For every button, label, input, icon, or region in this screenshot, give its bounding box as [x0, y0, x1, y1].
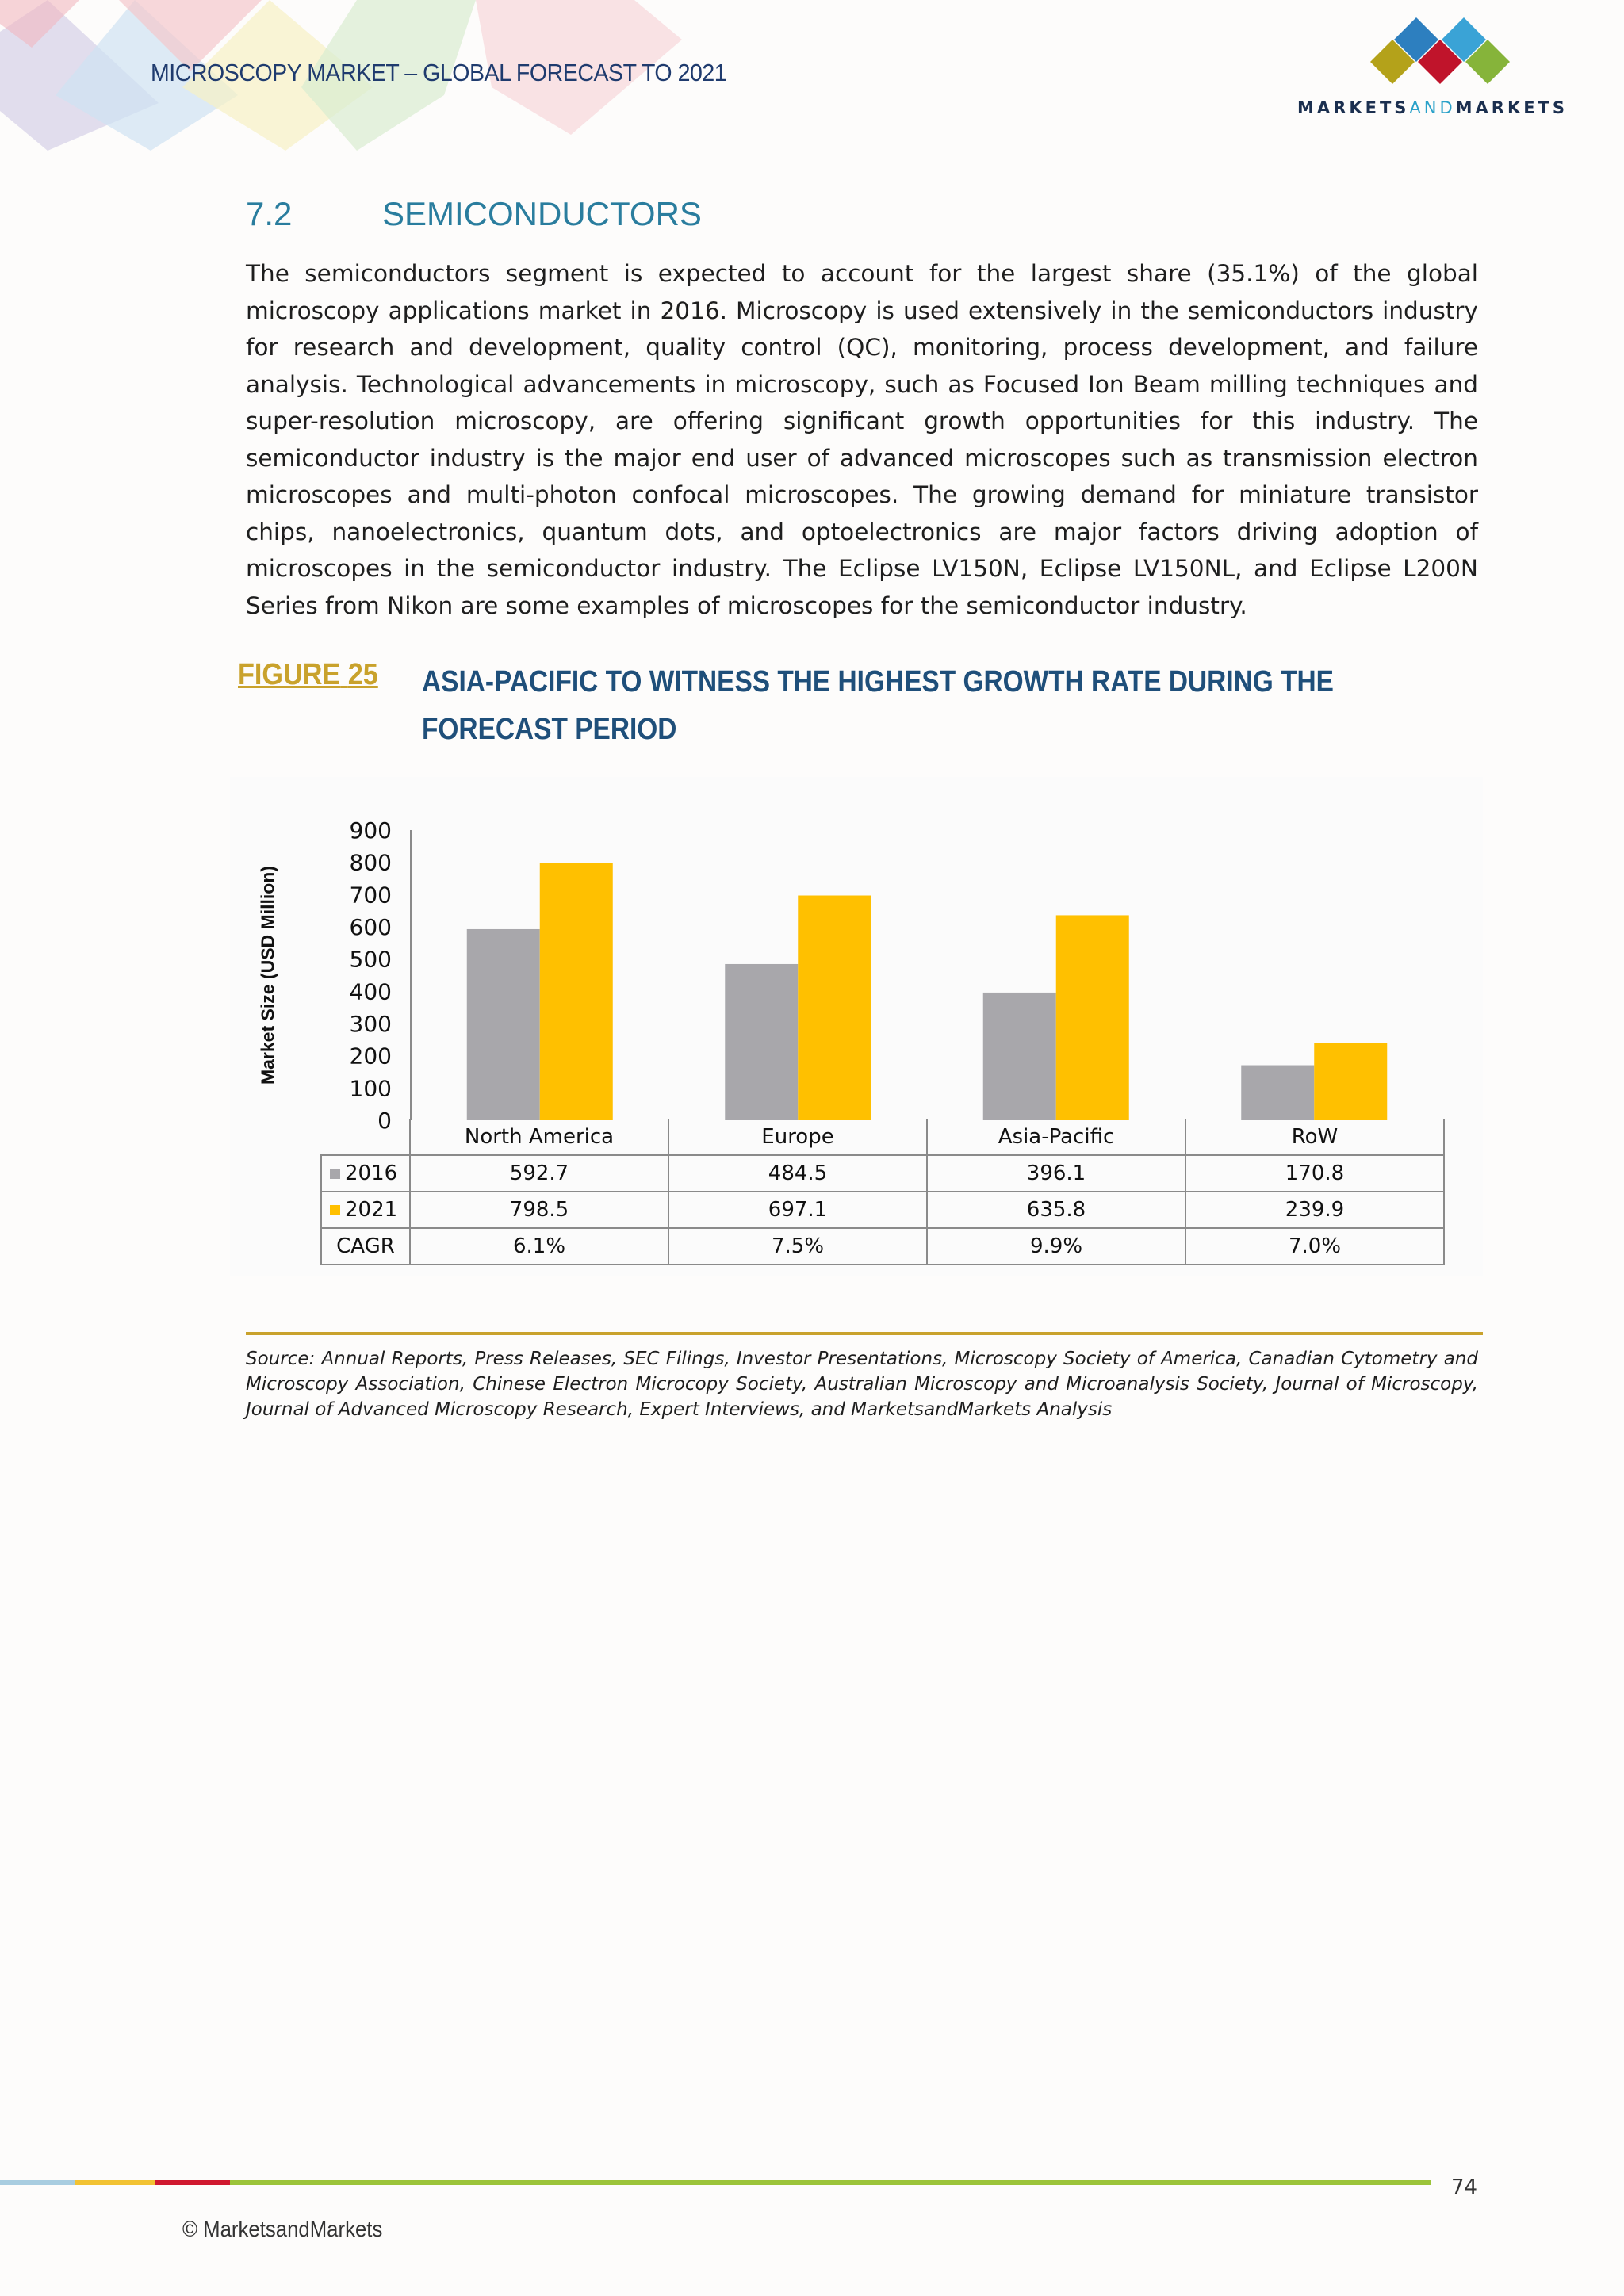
section-body: The semiconductors segment is expected to account for the largest share (35.1%) of the global microscopy applications market in 2016. Microscopy is used extensively in the semiconductors industry for research and development, quality control (QC), monitoring, process development, and failure analysis. Technological advancements in microscopy, such as Focused Ion Beam milling techniques and super-resolution microscopy, are offering significant growth opportunities for this industry. The semiconductor industry is the major end user of advanced microscopes such as transmission electron microscopes and multi-photon confocal microscopes. The growing demand for miniature transistor chips, nanoelectronics, quantum dots, and optoelectronics are major factors driving adoption of microscopes in the semiconductor industry. The Eclipse LV150N, Eclipse LV150NL, and Eclipse L200N Series from Nikon are some examples of microscopes for the semiconductor industry. — [246, 260, 1478, 619]
page-number: 74 — [1451, 2175, 1478, 2199]
bar-2016 — [1241, 1066, 1314, 1120]
y-tick-label: 600 — [349, 914, 392, 940]
y-tick-label: 500 — [349, 946, 392, 973]
y-tick-label: 200 — [349, 1043, 392, 1070]
header-title: MICROSCOPY MARKET – GLOBAL FORECAST TO 2021 — [151, 59, 727, 86]
copyright: © MarketsandMarkets — [182, 2217, 383, 2241]
data-label: 170.8 — [1185, 1155, 1444, 1192]
category-label: Asia-Pacific — [927, 1119, 1185, 1155]
data-label: 396.1 — [927, 1155, 1185, 1192]
footer-line — [0, 2180, 1443, 2187]
category-label: North America — [410, 1119, 668, 1155]
y-tick-label: 400 — [349, 978, 392, 1005]
figure-title: ASIA-PACIFIC TO WITNESS THE HIGHEST GROWTH RATE DURING THE FORECAST PERIOD — [422, 665, 1334, 746]
category-row — [321, 1119, 1444, 1155]
series-row-2021 — [321, 1192, 1444, 1228]
y-tick-label: 800 — [349, 849, 392, 876]
data-label: 592.7 — [410, 1155, 668, 1192]
source-divider — [246, 1332, 1483, 1335]
data-label: 484.5 — [668, 1155, 927, 1192]
data-label: 635.8 — [927, 1192, 1185, 1228]
series-row-2016 — [321, 1155, 1444, 1192]
legend-swatch — [330, 1169, 340, 1179]
bar-2021 — [1056, 915, 1129, 1120]
logo-wordmark: MARKETSANDMARKETS — [1297, 98, 1568, 117]
bar-2021 — [1314, 1043, 1387, 1120]
y-tick-label: 900 — [349, 817, 392, 844]
cagr-value: 7.5% — [668, 1228, 927, 1265]
bar-2016 — [467, 929, 540, 1120]
cagr-value: 7.0% — [1185, 1228, 1444, 1265]
section-number: 7.2 — [246, 195, 293, 232]
y-tick-label: 300 — [349, 1011, 392, 1037]
figure-label: FIGURE 25 — [238, 658, 378, 691]
category-label: RoW — [1185, 1119, 1444, 1155]
legend-entry-2016: 2016 — [321, 1155, 410, 1192]
bar-2021 — [798, 896, 871, 1120]
data-label: 239.9 — [1185, 1192, 1444, 1228]
bar-2021 — [540, 863, 613, 1120]
section-title: SEMICONDUCTORS — [382, 195, 702, 232]
legend-swatch — [330, 1205, 340, 1215]
source-note: Source: Annual Reports, Press Releases, SEC Filings, Investor Presentations, Microscopy Society of America, Canadian Cytometry and Microscopy Association, Chinese Electron Microcopy Society, Australian Microscopy and Microanalysis Society, Journal of Microscopy, Journal of Advanced Microscopy Research, Expert Interviews, and MarketsandMarkets Analysis — [246, 1349, 1478, 1420]
data-label: 697.1 — [668, 1192, 927, 1228]
y-axis-label: Market Size (USD Million) — [257, 865, 278, 1085]
category-label: Europe — [668, 1119, 927, 1155]
y-tick-label: 100 — [349, 1075, 392, 1102]
cagr-label: CAGR — [321, 1228, 410, 1265]
legend-entry-2021: 2021 — [321, 1192, 410, 1228]
blank-cell — [321, 1119, 410, 1155]
data-table — [320, 1119, 1445, 1265]
y-tick-label: 0 — [377, 1108, 392, 1134]
y-tick-label: 700 — [349, 882, 392, 909]
data-label: 798.5 — [410, 1192, 668, 1228]
cagr-value: 9.9% — [927, 1228, 1185, 1265]
cagr-value: 6.1% — [410, 1228, 668, 1265]
bar-2016 — [983, 993, 1056, 1120]
cagr-row — [321, 1228, 1444, 1265]
bar-2016 — [725, 964, 798, 1120]
